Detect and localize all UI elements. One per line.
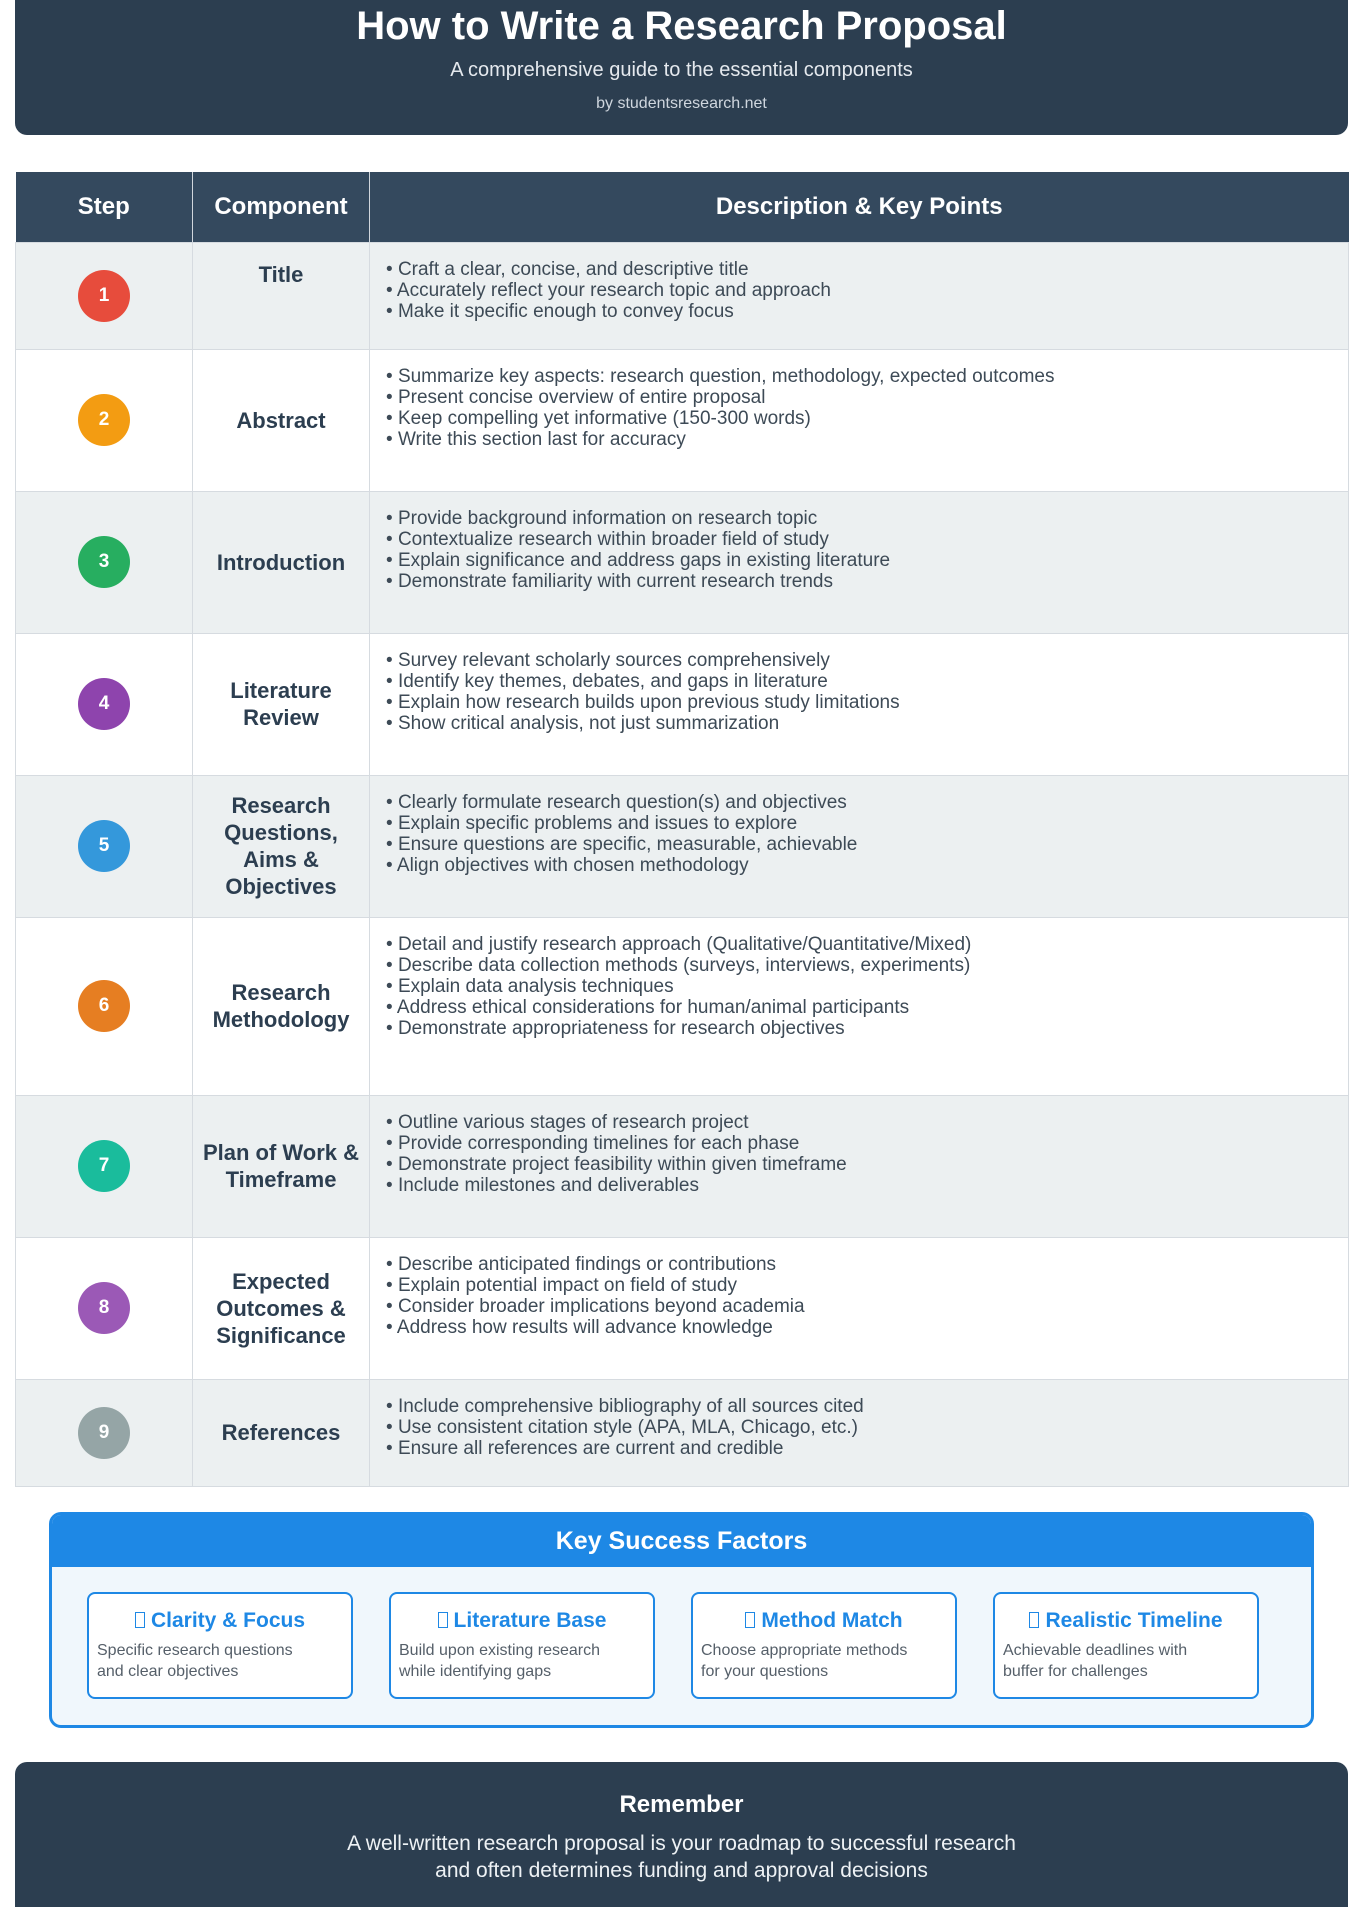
key-point: • Ensure all references are current and credible <box>386 1438 1348 1459</box>
key-point: • Survey relevant scholarly sources comprehensively <box>386 650 1348 671</box>
step-cell <box>16 1379 193 1486</box>
key-point: • Align objectives with chosen methodology <box>386 855 1348 876</box>
step-cell <box>16 349 193 491</box>
key-point: • Summarize key aspects: research question, methodology, expected outcomes <box>386 366 1348 387</box>
key-point: • Describe anticipated findings or contributions <box>386 1254 1348 1275</box>
step-cell <box>16 1095 193 1237</box>
key-point: • Present concise overview of entire proposal <box>386 387 1348 408</box>
table-row <box>16 1379 1349 1486</box>
key-point: • Outline various stages of research project <box>386 1112 1348 1133</box>
key-point: • Accurately reflect your research topic and approach <box>386 280 1348 301</box>
key-point: • Craft a clear, concise, and descriptive title <box>386 259 1348 280</box>
step-number-badge: 3 <box>78 536 130 588</box>
success-factor-description <box>701 1640 947 1682</box>
proposal-components-table <box>15 172 1349 1487</box>
key-point: • Explain how research builds upon previous study limitations <box>386 692 1348 713</box>
key-points-list <box>386 508 1348 592</box>
component-name: Introduction <box>193 491 370 633</box>
key-point: • Explain potential impact on field of study <box>386 1275 1348 1296</box>
description-cell <box>370 491 1349 633</box>
step-number-badge: 1 <box>78 270 130 322</box>
success-factor-desc-line-1: Specific research questions <box>97 1642 293 1659</box>
step-number-badge: 6 <box>78 980 130 1032</box>
column-header-step: Step <box>16 172 193 242</box>
success-factor-card <box>389 1592 655 1699</box>
component-name: Expected Outcomes & Significance <box>193 1237 370 1379</box>
column-header-description: Description & Key Points <box>370 172 1349 242</box>
step-cell <box>16 1237 193 1379</box>
table-row <box>16 1095 1349 1237</box>
page-title: How to Write a Research Proposal <box>356 4 1007 48</box>
key-point: • Demonstrate familiarity with current research trends <box>386 571 1348 592</box>
key-point: • Write this section last for accuracy <box>386 429 1348 450</box>
table-row <box>16 349 1349 491</box>
success-factor-card <box>993 1592 1259 1699</box>
step-cell <box>16 917 193 1095</box>
key-success-factors-title: Key Success Factors <box>52 1515 1311 1567</box>
remember-title: Remember <box>619 1791 744 1818</box>
step-cell <box>16 242 193 349</box>
component-name: Literature Review <box>193 633 370 775</box>
checklist-icon <box>438 1612 448 1628</box>
key-point: • Demonstrate project feasibility within given timeframe <box>386 1154 1348 1175</box>
description-cell <box>370 1379 1349 1486</box>
key-points-list <box>386 1112 1348 1196</box>
success-factor-description <box>97 1640 343 1682</box>
table-row <box>16 1237 1349 1379</box>
key-point: • Explain data analysis techniques <box>386 976 1348 997</box>
step-number-badge: 5 <box>78 820 130 872</box>
table-row <box>16 633 1349 775</box>
component-name: Title <box>193 242 370 349</box>
remember-banner <box>15 1762 1348 1907</box>
step-cell <box>16 633 193 775</box>
column-header-component: Component <box>193 172 370 242</box>
description-cell <box>370 1237 1349 1379</box>
description-cell <box>370 917 1349 1095</box>
key-point: • Use consistent citation style (APA, MLA, Chicago, etc.) <box>386 1417 1348 1438</box>
key-success-factors-panel <box>49 1512 1314 1728</box>
remember-line-2: and often determines funding and approval decisions <box>435 1859 928 1882</box>
component-name: Abstract <box>193 349 370 491</box>
success-factor-title <box>1003 1608 1249 1634</box>
key-point: • Include milestones and deliverables <box>386 1175 1348 1196</box>
key-point: • Consider broader implications beyond academia <box>386 1296 1348 1317</box>
description-cell <box>370 349 1349 491</box>
key-points-list <box>386 934 1348 1039</box>
table-row <box>16 775 1349 917</box>
success-factor-desc-line-2: while identifying gaps <box>399 1663 552 1680</box>
key-point: • Demonstrate appropriateness for research objectives <box>386 1018 1348 1039</box>
description-cell <box>370 242 1349 349</box>
key-point: • Explain significance and address gaps in existing literature <box>386 550 1348 571</box>
checklist-icon <box>1029 1612 1039 1628</box>
component-name: Research Questions, Aims & Objectives <box>193 775 370 917</box>
key-point: • Make it specific enough to convey focus <box>386 301 1348 322</box>
key-point: • Include comprehensive bibliography of all sources cited <box>386 1396 1348 1417</box>
success-factor-desc-line-2: and clear objectives <box>97 1663 239 1680</box>
key-point: • Identify key themes, debates, and gaps in literature <box>386 671 1348 692</box>
key-points-list <box>386 792 1348 876</box>
key-point: • Contextualize research within broader field of study <box>386 529 1348 550</box>
key-points-list <box>386 366 1348 450</box>
description-cell <box>370 633 1349 775</box>
step-cell <box>16 775 193 917</box>
header-banner <box>15 0 1348 135</box>
success-factor-title <box>97 1608 343 1634</box>
component-name: References <box>193 1379 370 1486</box>
key-point: • Provide corresponding timelines for each phase <box>386 1133 1348 1154</box>
step-number-badge: 2 <box>78 394 130 446</box>
key-point: • Address ethical considerations for human/animal participants <box>386 997 1348 1018</box>
success-factor-title-text: Literature Base <box>453 1609 607 1632</box>
remember-text <box>15 1830 1348 1884</box>
component-name: Plan of Work & Timeframe <box>193 1095 370 1237</box>
checklist-icon <box>745 1612 755 1628</box>
success-factor-card <box>691 1592 957 1699</box>
step-number-badge: 4 <box>78 678 130 730</box>
success-factor-desc-line-1: Choose appropriate methods <box>701 1642 908 1659</box>
table-row <box>16 242 1349 349</box>
page-subtitle: A comprehensive guide to the essential components <box>450 59 913 81</box>
success-factor-desc-line-2: for your questions <box>701 1663 829 1680</box>
key-point: • Explain specific problems and issues to explore <box>386 813 1348 834</box>
success-factor-title <box>399 1608 645 1634</box>
success-factor-desc-line-1: Achievable deadlines with <box>1003 1642 1188 1659</box>
key-point: • Provide background information on research topic <box>386 508 1348 529</box>
success-factor-desc-line-2: buffer for challenges <box>1003 1663 1148 1680</box>
step-number-badge: 9 <box>78 1407 130 1459</box>
success-factor-desc-line-1: Build upon existing research <box>399 1642 601 1659</box>
table-header-row <box>16 172 1349 242</box>
success-factor-title-text: Clarity & Focus <box>150 1609 306 1632</box>
step-number-badge: 7 <box>78 1140 130 1192</box>
byline: by studentsresearch.net <box>596 95 767 112</box>
description-cell <box>370 775 1349 917</box>
key-point: • Keep compelling yet informative (150-300 words) <box>386 408 1348 429</box>
step-cell <box>16 491 193 633</box>
key-point: • Ensure questions are specific, measurable, achievable <box>386 834 1348 855</box>
component-name: Research Methodology <box>193 917 370 1095</box>
key-point: • Describe data collection methods (surveys, interviews, experiments) <box>386 955 1348 976</box>
key-point: • Address how results will advance knowledge <box>386 1317 1348 1338</box>
key-points-list <box>386 1254 1348 1338</box>
key-point: • Show critical analysis, not just summarization <box>386 713 1348 734</box>
key-points-list <box>386 259 1348 322</box>
success-factor-title <box>701 1608 947 1634</box>
success-factor-title-text: Realistic Timeline <box>1045 1609 1223 1632</box>
key-point: • Clearly formulate research question(s) and objectives <box>386 792 1348 813</box>
success-factor-description <box>1003 1640 1249 1682</box>
success-factor-description <box>399 1640 645 1682</box>
table-row <box>16 491 1349 633</box>
key-point: • Detail and justify research approach (Qualitative/Quantitative/Mixed) <box>386 934 1348 955</box>
success-factor-card <box>87 1592 353 1699</box>
key-points-list <box>386 650 1348 734</box>
remember-line-1: A well-written research proposal is your roadmap to successful research <box>347 1832 1016 1855</box>
success-factor-title-text: Method Match <box>761 1609 903 1632</box>
key-points-list <box>386 1396 1348 1459</box>
step-number-badge: 8 <box>78 1282 130 1334</box>
checklist-icon <box>135 1612 145 1628</box>
table-row <box>16 917 1349 1095</box>
description-cell <box>370 1095 1349 1237</box>
